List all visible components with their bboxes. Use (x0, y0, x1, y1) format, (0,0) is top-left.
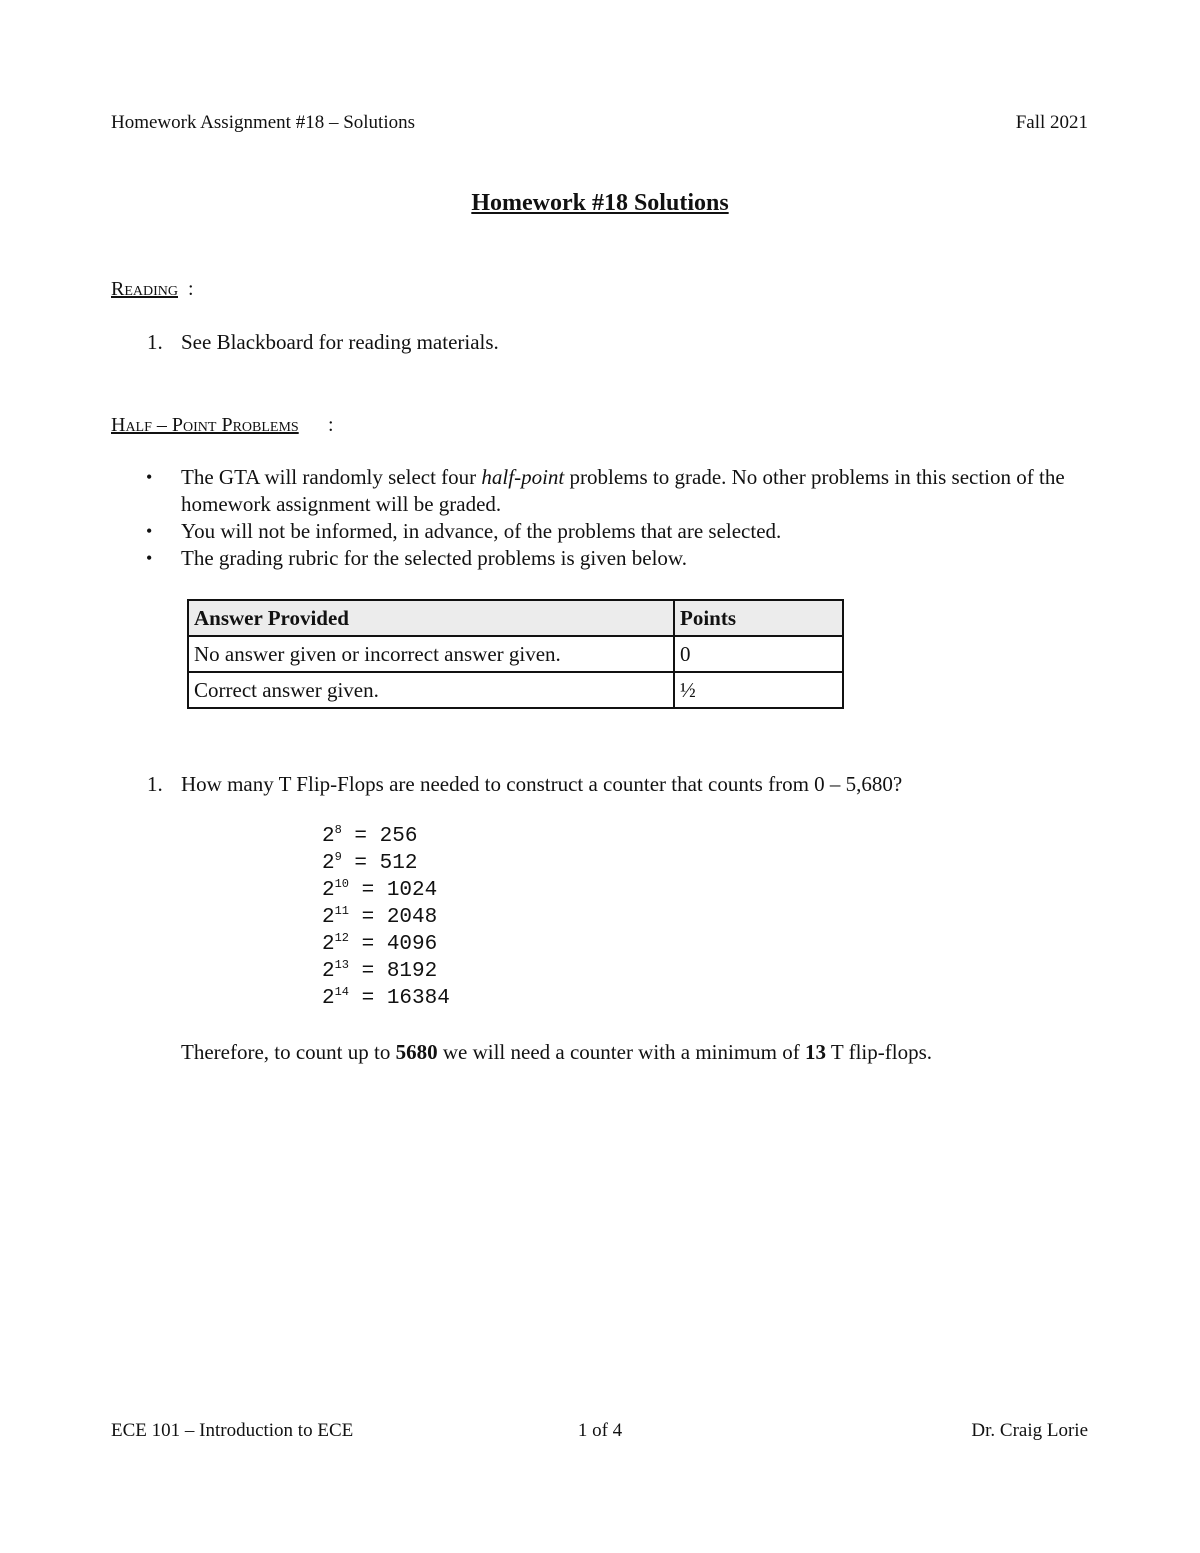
power-exponent: 11 (334, 904, 350, 918)
power-equals: = (349, 906, 387, 929)
power-line (322, 850, 450, 877)
conclusion-text: T flip-flops. (826, 1040, 932, 1064)
power-exponent: 10 (334, 877, 350, 891)
conclusion-text: we will need a counter with a minimum of (437, 1040, 806, 1064)
power-exponent: 9 (334, 850, 342, 864)
power-line (322, 958, 450, 985)
reading-item-number: 1. (147, 330, 163, 354)
power-equals: = (349, 960, 387, 983)
half-point-heading (111, 414, 299, 437)
conclusion-text: Therefore, to count up to (181, 1040, 396, 1064)
column-header-points: Points (674, 600, 843, 636)
grading-rubric-table (187, 599, 844, 709)
table-cell-answer: No answer given or incorrect answer given. (188, 636, 674, 672)
power-exponent: 13 (334, 958, 350, 972)
table-row (188, 672, 843, 708)
power-line (322, 931, 450, 958)
rule-text-start: The GTA will randomly select four (181, 465, 482, 489)
rule-item (146, 464, 1086, 518)
power-value: 256 (379, 825, 418, 848)
problem-conclusion (181, 1040, 932, 1065)
running-header-right: Fall 2021 (1015, 112, 1088, 133)
power-equals: = (349, 933, 387, 956)
table-cell-points: 0 (674, 636, 843, 672)
rule-text-emphasis: half-point (481, 465, 565, 489)
power-base: 2 (322, 960, 335, 983)
table-row (188, 636, 843, 672)
power-base: 2 (322, 933, 335, 956)
power-value: 4096 (386, 933, 438, 956)
bullet-icon: • (146, 521, 153, 541)
rule-item (146, 545, 1086, 572)
table-header-row (188, 600, 843, 636)
power-exponent: 8 (334, 823, 342, 837)
power-base: 2 (322, 906, 335, 929)
bullet-icon: • (146, 467, 153, 487)
powers-of-two-list (322, 823, 450, 1012)
bullet-icon: • (146, 548, 153, 568)
power-equals: = (349, 879, 387, 902)
reading-item-text: See Blackboard for reading materials. (181, 330, 499, 354)
rules-list (146, 464, 1086, 572)
running-header-left: Homework Assignment #18 – Solutions (111, 112, 416, 133)
half-point-heading-text: Half – Point Problems (111, 414, 299, 436)
power-equals: = (341, 825, 380, 848)
reading-heading-colon: : (188, 278, 194, 300)
rule-text: You will not be informed, in advance, of the problems that are selected. (181, 519, 782, 543)
reading-heading-text: Reading (111, 278, 178, 300)
conclusion-target-count: 5680 (395, 1040, 438, 1064)
conclusion-flip-flop-count: 13 (805, 1040, 827, 1064)
table-cell-points: ½ (674, 672, 843, 708)
rule-item (146, 518, 1086, 545)
footer-course: ECE 101 – Introduction to ECE (111, 1420, 354, 1441)
power-value: 2048 (386, 906, 438, 929)
problem-question: How many T Flip-Flops are needed to construct a counter that counts from 0 – 5,680? (181, 772, 903, 796)
footer-page-number: 1 of 4 (577, 1420, 623, 1441)
power-equals: = (341, 852, 380, 875)
power-value: 8192 (386, 960, 438, 983)
document-title: Homework #18 Solutions (471, 190, 729, 216)
power-value: 512 (379, 852, 418, 875)
power-base: 2 (322, 987, 335, 1010)
power-base: 2 (322, 852, 335, 875)
power-line (322, 985, 450, 1012)
rule-text: The grading rubric for the selected problems is given below. (181, 546, 687, 570)
power-base: 2 (322, 879, 335, 902)
power-line (322, 904, 450, 931)
power-equals: = (349, 987, 387, 1010)
half-point-heading-colon: : (328, 414, 334, 436)
problem-number: 1. (147, 772, 163, 796)
power-exponent: 14 (334, 985, 350, 999)
power-base: 2 (322, 825, 335, 848)
power-exponent: 12 (334, 931, 350, 945)
reading-heading (111, 278, 178, 301)
rule-text-end: problems to grade. No other problems in this section of the homework assignment will be graded. (181, 465, 1065, 516)
table-cell-answer: Correct answer given. (188, 672, 674, 708)
power-value: 1024 (386, 879, 438, 902)
column-header-answer: Answer Provided (188, 600, 674, 636)
power-line (322, 877, 450, 904)
power-value: 16384 (386, 987, 450, 1010)
footer-author: Dr. Craig Lorie (971, 1420, 1088, 1441)
power-line (322, 823, 450, 850)
